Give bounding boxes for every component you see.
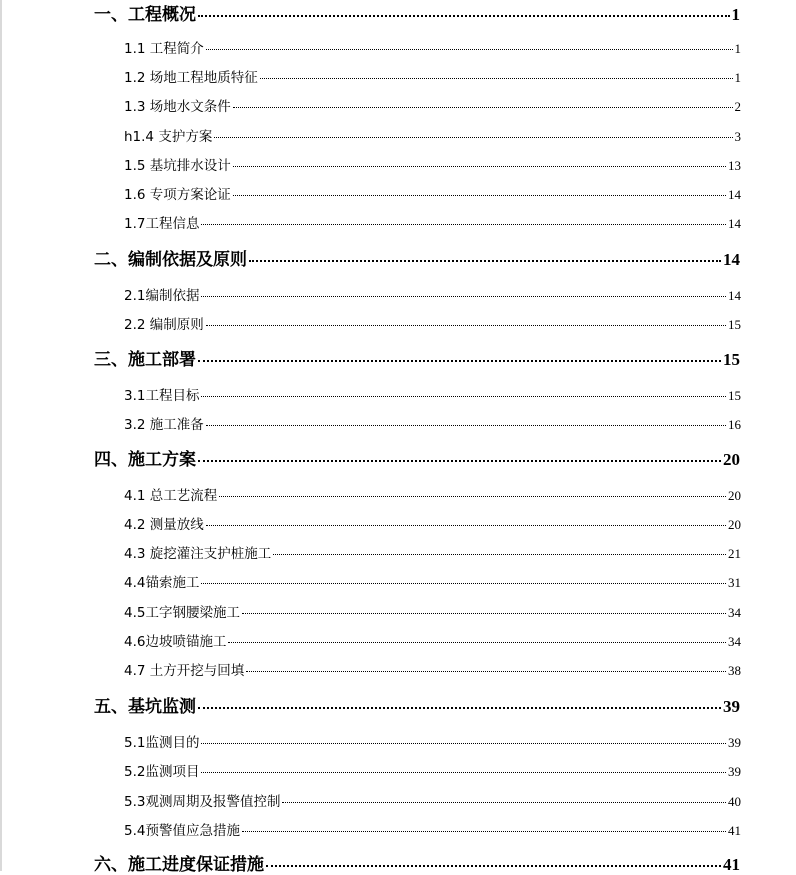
toc-page-number: 2 [734, 99, 741, 114]
toc-entry-1-6[interactable] [124, 183, 741, 203]
toc-entry-label: 3.2 施工准备 [124, 417, 204, 433]
toc-entry-1-5[interactable] [124, 154, 741, 174]
toc-page-number: 14 [723, 250, 740, 269]
toc-page-number: 34 [728, 605, 741, 620]
toc-entry-label: 5.3观测周期及报警值控制 [124, 794, 281, 810]
toc-entry-label: 4.4锚索施工 [124, 575, 200, 591]
dot-leader [206, 49, 733, 50]
toc-entry-label: 3.1工程目标 [124, 388, 200, 404]
toc-entry-5[interactable] [94, 692, 740, 717]
toc-page-number: 41 [723, 855, 740, 874]
dot-leader [249, 260, 721, 262]
toc-page-number: 15 [723, 350, 740, 369]
dot-leader [260, 78, 733, 79]
toc-entry-1-4[interactable] [124, 125, 741, 145]
dot-leader [201, 224, 726, 225]
toc-page-number: 20 [728, 517, 741, 532]
dot-leader [214, 137, 732, 138]
toc-page-number: 20 [728, 488, 741, 503]
dot-leader [242, 831, 726, 832]
toc-entry-5-1[interactable] [124, 731, 741, 751]
toc-entry-4-2[interactable] [124, 513, 741, 533]
toc-entry-3[interactable] [94, 345, 740, 370]
dot-leader [201, 772, 726, 773]
toc-entry-4-5[interactable] [124, 601, 741, 621]
toc-page-number: 39 [723, 697, 740, 716]
toc-entry-label: 一、工程概况 [94, 5, 196, 25]
toc-entry-label: 六、施工进度保证措施 [94, 855, 264, 875]
toc-page-number: 1 [734, 70, 741, 85]
toc-entry-label: 4.3 旋挖灌注支护桩施工 [124, 546, 272, 562]
toc-entry-label: 4.2 测量放线 [124, 517, 204, 533]
dot-leader [198, 360, 721, 362]
toc-entry-label: 1.2 场地工程地质特征 [124, 70, 258, 86]
toc-entry-label: 五、基坑监测 [94, 697, 196, 717]
toc-page-number: 15 [728, 388, 741, 403]
toc-page-number: 15 [728, 317, 741, 332]
dot-leader [198, 707, 721, 709]
toc-entry-label: 4.1 总工艺流程 [124, 488, 218, 504]
toc-entry-label: 1.7工程信息 [124, 216, 200, 232]
toc-page-number: 14 [728, 187, 741, 202]
toc-page-number: 1 [731, 5, 740, 24]
toc-entry-label: h1.4 支护方案 [124, 129, 213, 145]
toc-entry-3-1[interactable] [124, 384, 741, 404]
toc-entry-label: 1.6 专项方案论证 [124, 187, 231, 203]
toc-entry-1-3[interactable] [124, 95, 741, 115]
toc-entry-1[interactable] [94, 0, 740, 25]
dot-leader [266, 865, 721, 867]
toc-entry-5-4[interactable] [124, 819, 741, 839]
toc-page-number: 39 [728, 735, 741, 750]
dot-leader [282, 802, 726, 803]
dot-leader [206, 525, 726, 526]
toc-page-number: 13 [728, 158, 741, 173]
toc-entry-4[interactable] [94, 445, 740, 470]
toc-page-number: 34 [728, 634, 741, 649]
toc-entry-2[interactable] [94, 245, 740, 270]
toc-page-number: 20 [723, 450, 740, 469]
toc-entry-label: 三、施工部署 [94, 350, 196, 370]
toc-entry-4-4[interactable] [124, 571, 741, 591]
dot-leader [201, 583, 726, 584]
toc-entry-5-2[interactable] [124, 760, 741, 780]
dot-leader [242, 613, 726, 614]
toc-page-number: 31 [728, 575, 741, 590]
toc-page-number: 14 [728, 216, 741, 231]
toc-entry-3-2[interactable] [124, 413, 741, 433]
dot-leader [273, 554, 726, 555]
toc-entry-4-6[interactable] [124, 630, 741, 650]
toc-entry-label: 4.6边坡喷锚施工 [124, 634, 227, 650]
dot-leader [233, 166, 726, 167]
toc-entry-6[interactable] [94, 850, 740, 875]
toc-entry-1-2[interactable] [124, 66, 741, 86]
dot-leader [201, 743, 726, 744]
toc-entry-label: 1.3 场地水文条件 [124, 99, 231, 115]
toc-entry-5-3[interactable] [124, 790, 741, 810]
toc-entry-label: 5.2监测项目 [124, 764, 200, 780]
toc-page-number: 21 [728, 546, 741, 561]
dot-leader [219, 496, 726, 497]
toc-page-number: 40 [728, 794, 741, 809]
toc-page-number: 38 [728, 663, 741, 678]
dot-leader [206, 325, 726, 326]
toc-page-number: 14 [728, 288, 741, 303]
dot-leader [198, 460, 721, 462]
dot-leader [198, 15, 730, 17]
toc-page-number: 41 [728, 823, 741, 838]
toc-entry-label: 2.1编制依据 [124, 288, 200, 304]
toc-page-number: 3 [734, 129, 741, 144]
page-left-edge [0, 0, 2, 871]
toc-entry-label: 5.4预警值应急措施 [124, 823, 240, 839]
dot-leader [233, 107, 733, 108]
dot-leader [201, 396, 726, 397]
toc-entry-label: 2.2 编制原则 [124, 317, 204, 333]
dot-leader [228, 642, 726, 643]
toc-entry-2-2[interactable] [124, 313, 741, 333]
toc-entry-1-1[interactable] [124, 37, 741, 57]
toc-entry-label: 四、施工方案 [94, 450, 196, 470]
toc-entry-label: 二、编制依据及原则 [94, 250, 247, 270]
toc-entry-1-7[interactable] [124, 212, 741, 232]
toc-entry-label: 1.5 基坑排水设计 [124, 158, 231, 174]
toc-page-number: 39 [728, 764, 741, 779]
dot-leader [233, 195, 726, 196]
toc-entry-label: 4.7 土方开挖与回填 [124, 663, 245, 679]
toc-entry-label: 4.5工字钢腰梁施工 [124, 605, 240, 621]
toc-entry-label: 1.1 工程简介 [124, 41, 204, 57]
toc-entry-4-3[interactable] [124, 542, 741, 562]
dot-leader [246, 671, 726, 672]
toc-page-number: 16 [728, 417, 741, 432]
toc-page-number: 1 [734, 41, 741, 56]
toc-entry-label: 5.1监测目的 [124, 735, 200, 751]
toc-entry-4-7[interactable] [124, 659, 741, 679]
toc-entry-2-1[interactable] [124, 284, 741, 304]
dot-leader [201, 296, 726, 297]
toc-entry-4-1[interactable] [124, 484, 741, 504]
dot-leader [206, 425, 726, 426]
